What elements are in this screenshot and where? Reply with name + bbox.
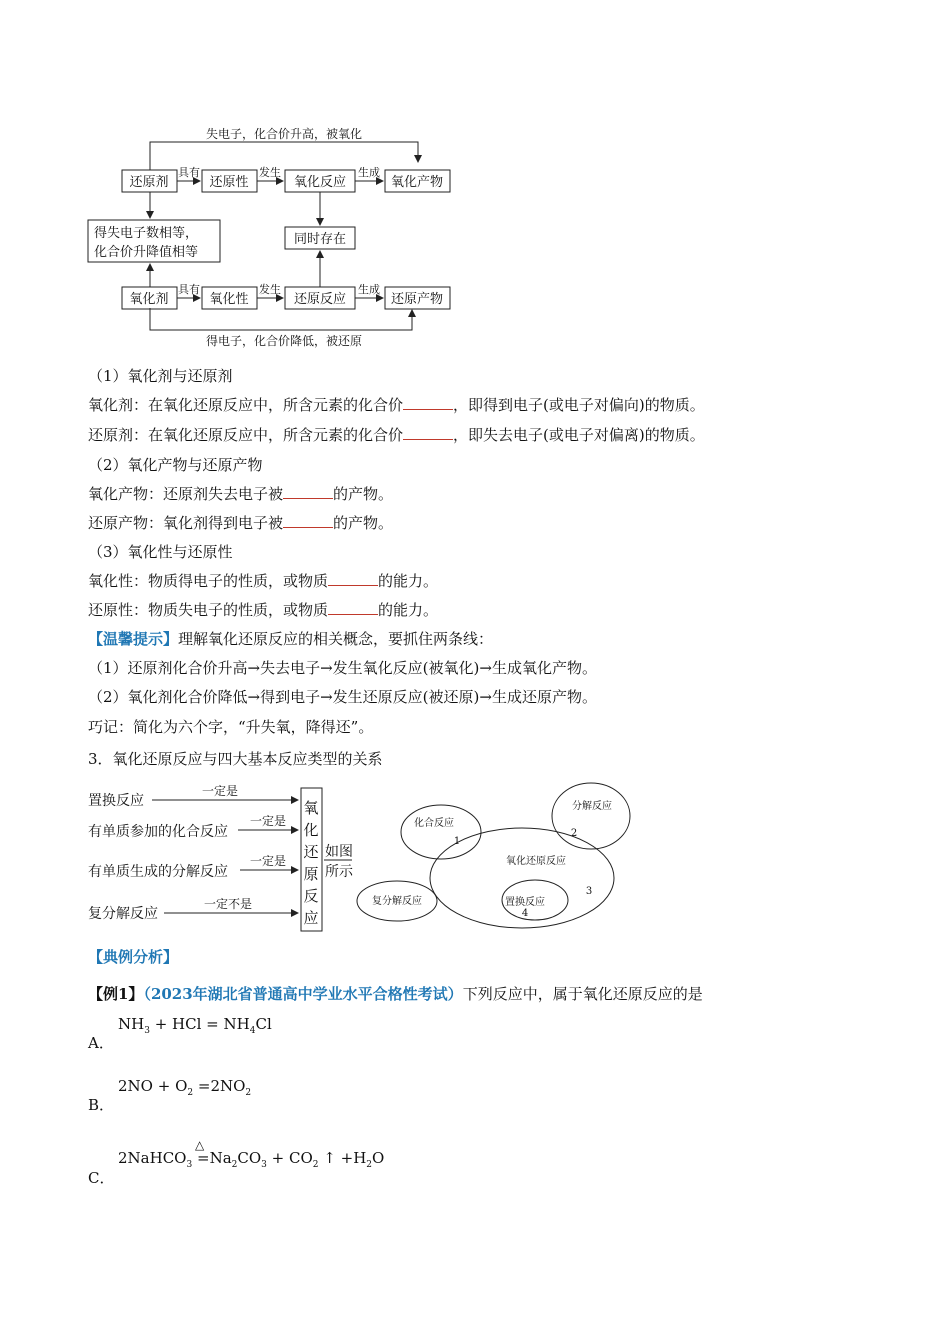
tip-line-2: （2）氧化剂化合价降低→得到电子→发生还原反应(被还原)→生成还原产物。 <box>88 688 597 706</box>
venn-decomposition: 分解反应 <box>572 801 612 812</box>
venn-double: 复分解反应 <box>372 896 422 907</box>
venn-n3: 3 <box>585 886 593 897</box>
bottom-arrow-label: 得电子，化合价降低，被还原 <box>205 334 363 348</box>
left-box-line1: 得失电子数相等， <box>94 226 199 241</box>
coexist-box: 同时存在 <box>293 232 347 247</box>
venn-n4: 4 <box>521 908 529 919</box>
as-shown-2: 所示 <box>325 864 353 880</box>
oxidant-definition: 氧化剂：在氧化还原反应中，所含元素的化合价 ，即得到电子(或电子对偏向)的物质。 <box>88 396 705 414</box>
oxidation-product-definition: 氧化产物：还原剂失去电子被 的产物。 <box>88 485 394 503</box>
mnemonic: 巧记：简化为六个字，“升失氧，降得还”。 <box>88 718 374 736</box>
link-occur-1: 发生 <box>259 166 281 179</box>
left-box-line2: 化合价升降值相等 <box>94 245 199 260</box>
box-char: 反 <box>303 887 319 905</box>
link-produce-1: 生成 <box>358 166 380 179</box>
example-question: 【例1】（2023年湖北省普通高中学业水平合格性考试）下列反应中，属于氧化还原反应的是 <box>88 985 703 1003</box>
redox-concept-diagram <box>80 120 470 355</box>
sec2-title: （2）氧化产物与还原产物 <box>88 456 263 474</box>
reduction-product-box: 还原产物 <box>390 292 444 307</box>
reduction-product-definition: 还原产物：氧化剂得到电子被 的产物。 <box>88 514 394 532</box>
row-combination: 有单质参加的化合反应 <box>88 824 228 840</box>
box-char: 原 <box>303 865 319 883</box>
oxidizability-definition: 氧化性：物质得电子的性质，或物质 的能力。 <box>88 572 439 590</box>
row-replacement: 置换反应 <box>88 793 144 809</box>
equation-a: $NH_3$ + HCl = $NH_4Cl$ <box>118 1015 272 1036</box>
blank[interactable] <box>328 571 378 586</box>
box-char: 应 <box>303 909 319 927</box>
tip-line: 【温馨提示】理解氧化还原反应的相关概念，要抓住两条线： <box>88 630 494 648</box>
sec3-title: （3）氧化性与还原性 <box>88 543 233 561</box>
blank[interactable] <box>403 425 453 440</box>
oxidation-reaction-box: 氧化反应 <box>293 175 347 190</box>
reducibility-definition: 还原性：物质失电子的性质，或物质 的能力。 <box>88 601 439 619</box>
link-have-2: 具有 <box>178 283 200 296</box>
venn-combination: 化合反应 <box>414 818 454 829</box>
venn-n1: 1 <box>453 836 461 847</box>
box-char: 还 <box>303 843 319 861</box>
oxidant-box: 氧化剂 <box>129 292 169 307</box>
equation-b: $2NO + O_2 =2NO_2$ <box>118 1077 252 1098</box>
blank[interactable] <box>283 484 333 499</box>
tip-line-1: （1）还原剂化合价升高→失去电子→发生氧化反应(被氧化)→生成氧化产物。 <box>88 659 597 677</box>
reduction-reaction-box: 还原反应 <box>293 292 347 307</box>
oxidation-product-box: 氧化产物 <box>390 175 444 190</box>
rel-4: 一定不是 <box>203 897 253 911</box>
link-occur-2: 发生 <box>259 283 281 296</box>
equation-c: 2NaHCO$_3$ = △ $Na_2CO_3 + CO_2$ ↑ $+H_2O$ <box>118 1138 385 1170</box>
row-decomposition: 有单质生成的分解反应 <box>88 864 228 880</box>
link-produce-2: 生成 <box>358 283 380 296</box>
blank[interactable] <box>328 600 378 615</box>
reducibility-box: 还原性 <box>209 175 249 190</box>
venn-n2: 2 <box>570 828 578 839</box>
row-double: 复分解反应 <box>88 906 158 922</box>
example-section-title: 【典例分析】 <box>88 948 179 966</box>
venn-redox: 氧化还原反应 <box>506 856 566 867</box>
blank[interactable] <box>403 395 453 410</box>
link-have-1: 具有 <box>178 166 200 179</box>
reaction-types-diagram <box>84 780 644 938</box>
top-arrow-label: 失电子，化合价升高，被氧化 <box>205 127 363 141</box>
option-b[interactable]: B． <box>88 1096 115 1114</box>
venn-replacement: 置换反应 <box>505 897 545 908</box>
rel-3: 一定是 <box>249 854 287 868</box>
box-char: 化 <box>303 821 319 839</box>
option-a[interactable]: A． <box>88 1034 114 1052</box>
heat-triangle-icon: △ <box>194 1138 205 1152</box>
reductant-definition: 还原剂：在氧化还原反应中，所含元素的化合价 ，即失去电子(或电子对偏离)的物质。 <box>88 426 705 444</box>
reductant-box: 还原剂 <box>129 175 169 190</box>
option-c[interactable]: C． <box>88 1169 115 1187</box>
oxidizability-box: 氧化性 <box>209 292 249 307</box>
rel-1: 一定是 <box>201 784 239 798</box>
rel-2: 一定是 <box>249 814 287 828</box>
section-heading-3: 3．氧化还原反应与四大基本反应类型的关系 <box>88 750 383 768</box>
box-char: 氧 <box>303 799 319 817</box>
blank[interactable] <box>283 513 333 528</box>
sec1-title: （1）氧化剂与还原剂 <box>88 367 233 385</box>
as-shown-1: 如图 <box>325 844 353 860</box>
